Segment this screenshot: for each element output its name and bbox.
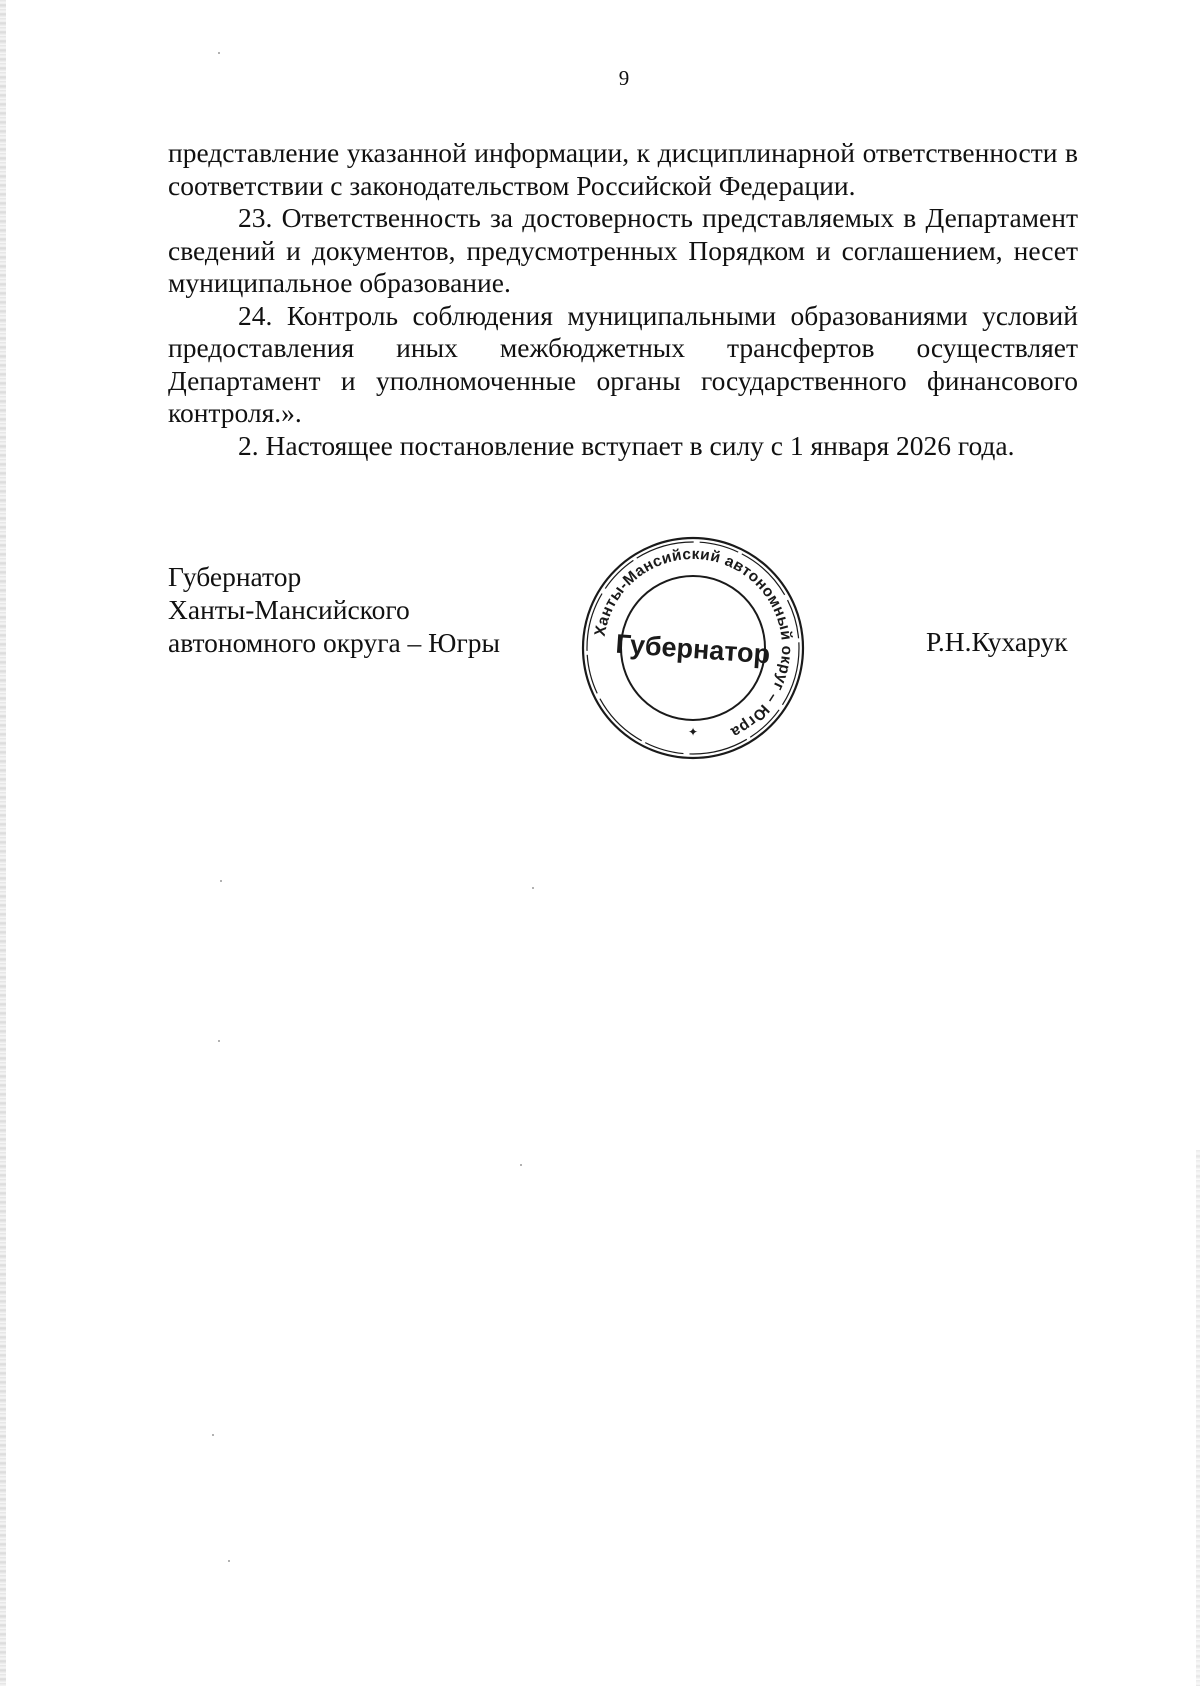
scan-speck (212, 1434, 214, 1436)
paragraph-23: 23. Ответственность за достоверность представляемых в Департамент сведений и документов, предусмотренных Порядком и соглашением, несет муниципальное образование. (168, 202, 1078, 298)
signer-position-line-3: автономного округа – Югры (168, 627, 500, 658)
paragraph-2: 2. Настоящее постановление вступает в силу с 1 января 2026 года. (238, 429, 1015, 461)
signer-position (168, 560, 500, 659)
signer-position-line-2: Ханты-Мансийского (168, 594, 410, 625)
paragraph-24: 24. Контроль соблюдения муниципальными образованиями условий предоставления иных межбюджетных трансфертов осуществляет Департамент и уполномоченные органы государственного финансового контроля.». (168, 299, 1078, 428)
document-body (168, 137, 1078, 462)
paragraph-continuation: представление указанной информации, к дисциплинарной ответственности в соответствии с законодательством Российской Федерации. (168, 137, 1078, 201)
scan-edge-left (0, 0, 6, 1686)
scan-speck (520, 1164, 522, 1166)
seal-center-text: Губернатор (614, 628, 772, 670)
page-number: 9 (618, 66, 630, 90)
scan-speck (218, 1040, 220, 1042)
scan-edge-right (1196, 1150, 1200, 1686)
scan-speck (218, 52, 220, 54)
scan-speck (220, 880, 222, 882)
scan-speck (532, 887, 534, 889)
seal-star-icon: ✦ (687, 725, 699, 739)
seal-ring-text: Ханты-Мансийский автономный округ – Югра (591, 545, 796, 741)
scan-speck (228, 1560, 230, 1562)
signer-position-line-1: Губернатор (168, 561, 302, 592)
seal-graphic (578, 532, 808, 764)
signer-name: Р.Н.Кухарук (926, 626, 1068, 657)
official-seal (578, 532, 808, 764)
